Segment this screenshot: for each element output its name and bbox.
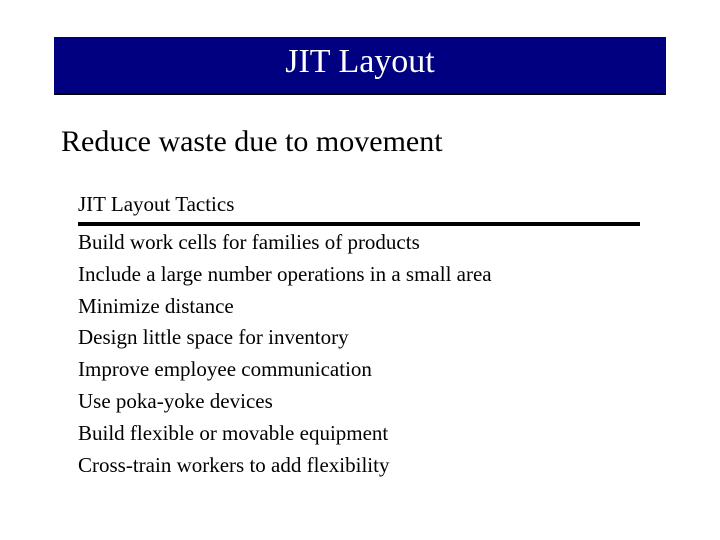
tactic-item: Minimize distance — [78, 293, 234, 318]
tactics-header-label: JIT Layout Tactics — [78, 192, 235, 216]
tactic-item: Use poka-yoke devices — [78, 388, 273, 413]
tactic-item: Build work cells for families of products — [78, 230, 420, 254]
slide-title: JIT Layout — [285, 43, 435, 80]
title-bar — [54, 37, 666, 95]
tactics-list — [78, 227, 492, 481]
tactic-item: Improve employee communication — [78, 357, 372, 382]
slide-subtitle: Reduce waste due to movement — [61, 125, 443, 158]
tactic-item: Cross-train workers to add flexibility — [78, 452, 390, 477]
tactic-item: Design little space for inventory — [78, 325, 349, 350]
tactic-item: Include a large number operations in a small area — [78, 261, 492, 286]
tactics-table-header — [78, 191, 640, 226]
tactic-item: Build flexible or movable equipment — [78, 420, 389, 445]
